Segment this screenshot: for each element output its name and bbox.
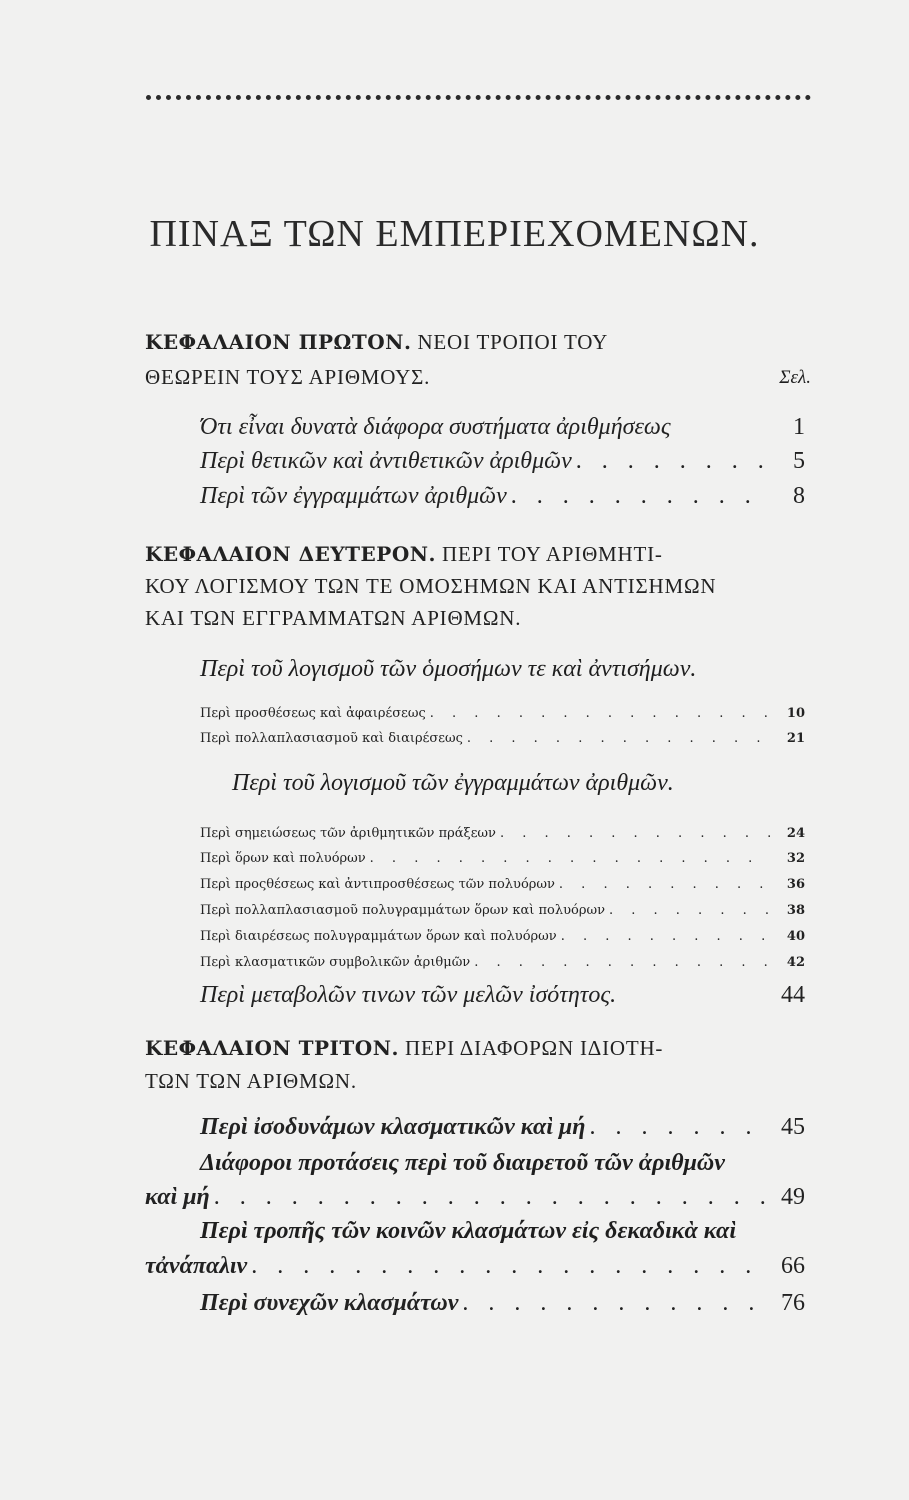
toc-entry-text: Περὶ προσθέσεως καὶ ἀφαιρέσεως	[200, 706, 426, 721]
chapter3-heading-bold: ΚΕΦΑΛΑΙΟΝ ΤΡΙΤΟΝ.	[145, 1036, 399, 1060]
toc-entry-text: Περὶ διαιρέσεως πολυγραμμάτων ὅρων καὶ πολυόρων	[200, 929, 557, 944]
chapter3-heading	[145, 1036, 810, 1061]
toc-entry-page: 1	[793, 414, 805, 440]
toc-entry	[200, 903, 805, 918]
toc-entry	[200, 731, 805, 746]
chapter1-heading-line2: ΘΕΩΡΕΙΝ ΤΟΥΣ ΑΡΙΘΜΟΥΣ.	[145, 365, 431, 389]
toc-entry-page: 42	[786, 955, 805, 970]
chapter1-heading	[145, 330, 810, 355]
chapter3-heading-line2: ΤΩΝ ΤΩΝ ΑΡΙΘΜΩΝ.	[145, 1069, 357, 1093]
toc-entry	[200, 929, 805, 944]
toc-entry-text: Περὶ μεταβολῶν τινων τῶν μελῶν ἰσότητος.	[200, 982, 617, 1008]
toc-entry	[200, 877, 805, 892]
toc-entry-page: 45	[781, 1114, 805, 1140]
toc-entry-text: Περὶ ἰσοδυνάμων κλασματικῶν καὶ μή	[200, 1114, 586, 1140]
chapter3-heading-line1: ΠΕΡΙ ΔΙΑΦΟΡΩΝ ΙΔΙΟΤΗ-	[398, 1036, 664, 1060]
toc-entry-text: Περὶ ὅρων καὶ πολυόρων	[200, 851, 366, 866]
toc-entry-page: 32	[786, 851, 805, 866]
toc-entry	[200, 448, 805, 475]
toc-entry-page: 66	[781, 1253, 805, 1279]
toc-leader-dots	[585, 1114, 771, 1141]
toc-leader-dots	[366, 851, 771, 866]
toc-leader-dots	[572, 448, 771, 475]
toc-leader-dots	[555, 877, 771, 892]
toc-entry-page: 44	[781, 982, 805, 1008]
toc-leader-dots	[463, 731, 771, 746]
chapter2-heading-line2: ΚΟΥ ΛΟΓΙΣΜΟΥ ΤΩΝ ΤΕ ΟΜΟΣΗΜΩΝ ΚΑΙ ΑΝΤΙΣΗΜΩΝ	[145, 574, 717, 598]
top-dotted-rule	[146, 95, 811, 100]
toc-entry-page: 49	[781, 1184, 805, 1210]
toc-entry-page: 24	[786, 826, 805, 841]
chapter2-heading-line3: ΚΑΙ ΤΩΝ ΕΓΓΡΑΜΜΑΤΩΝ ΑΡΙΘΜΩΝ.	[145, 606, 522, 630]
toc-entry	[200, 982, 805, 1009]
toc-leader-dots	[496, 826, 771, 841]
toc-entry-text: καὶ μή	[145, 1184, 210, 1210]
chapter1-heading-bold: ΚΕΦΑΛΑΙΟΝ ΠΡΩΤΟΝ.	[145, 330, 412, 354]
toc-entry-text-line1: Περὶ τροπῆς τῶν κοινῶν κλασμάτων εἰς δεκαδικὰ καὶ	[200, 1218, 737, 1244]
page-column-label: Σελ.	[779, 367, 811, 388]
chapter2-heading-line1: ΠΕΡΙ ΤΟΥ ΑΡΙΘΜΗΤΙ-	[436, 542, 663, 566]
toc-entry-page: 40	[786, 929, 805, 944]
toc-entry	[200, 483, 805, 510]
toc-entry	[200, 955, 805, 970]
chapter2-section2-title: Περὶ τοῦ λογισμοῦ τῶν ἐγγραμμάτων ἀριθμῶν.	[232, 770, 674, 796]
toc-entry-page: 10	[786, 706, 805, 721]
chapter1-heading-line1: ΝΕΟΙ ΤΡΟΠΟΙ ΤΟΥ	[411, 330, 609, 354]
toc-entry-text: Περὶ σημειώσεως τῶν ἀριθμητικῶν πράξεων	[200, 826, 496, 841]
toc-leader-dots	[426, 706, 771, 721]
toc-entry	[145, 1184, 805, 1211]
toc-leader-dots	[247, 1253, 771, 1280]
toc-entry-text-line1: Διάφοροι προτάσεις περὶ τοῦ διαιρετοῦ τῶν ἀριθμῶν	[200, 1150, 725, 1176]
toc-entry-text: Περὶ πολλαπλασιασμοῦ καὶ διαιρέσεως	[200, 731, 463, 746]
toc-entry	[145, 1253, 805, 1280]
toc-entry-text: Περὶ προςθέσεως καὶ ἀντιπροσθέσεως τῶν πολυόρων	[200, 877, 555, 892]
toc-entry-page: 5	[793, 448, 805, 474]
toc-entry-text: Περὶ κλασματικῶν συμβολικῶν ἀριθμῶν	[200, 955, 471, 970]
toc-entry	[200, 1290, 805, 1317]
chapter2-section1-title: Περὶ τοῦ λογισμοῦ τῶν ὁμοσήμων τε καὶ ἀντισήμων.	[200, 656, 697, 682]
toc-leader-dots	[470, 955, 771, 970]
toc-entry	[200, 826, 805, 841]
chapter2-heading	[145, 542, 810, 567]
toc-entry	[200, 414, 805, 441]
toc-entry	[200, 1114, 805, 1141]
toc-entry-text: Περὶ πολλαπλασιασμοῦ πολυγραμμάτων ὅρων καὶ πολυόρων	[200, 903, 605, 918]
toc-entry-text: τἀνάπαλιν	[145, 1253, 248, 1279]
toc-entry-text: Περὶ συνεχῶν κλασμάτων	[200, 1290, 459, 1316]
toc-entry	[200, 706, 805, 721]
page-title: ΠΙΝΑΞ ΤΩΝ ΕΜΠΕΡΙΕΧΟΜΕΝΩΝ.	[149, 213, 760, 255]
toc-entry-page: 36	[786, 877, 805, 892]
toc-entry-page: 38	[786, 903, 805, 918]
toc-leader-dots	[458, 1290, 771, 1317]
toc-entry-text: Περὶ θετικῶν καὶ ἀντιθετικῶν ἀριθμῶν	[200, 448, 572, 474]
toc-entry	[200, 851, 805, 866]
toc-leader-dots	[507, 483, 771, 510]
toc-leader-dots	[210, 1184, 771, 1211]
toc-leader-dots	[605, 903, 771, 918]
toc-entry-text: Ότι εἶναι δυνατὰ διάφορα συστήματα ἀριθμήσεως	[200, 414, 671, 440]
toc-entry-page: 21	[786, 731, 805, 746]
chapter2-heading-bold: ΚΕΦΑΛΑΙΟΝ ΔΕΥΤΕΡΟΝ.	[145, 542, 436, 566]
toc-entry-page: 76	[781, 1290, 805, 1316]
toc-leader-dots	[557, 929, 771, 944]
toc-entry-text: Περὶ τῶν ἐγγραμμάτων ἀριθμῶν	[200, 483, 507, 509]
toc-entry-page: 8	[793, 483, 805, 509]
